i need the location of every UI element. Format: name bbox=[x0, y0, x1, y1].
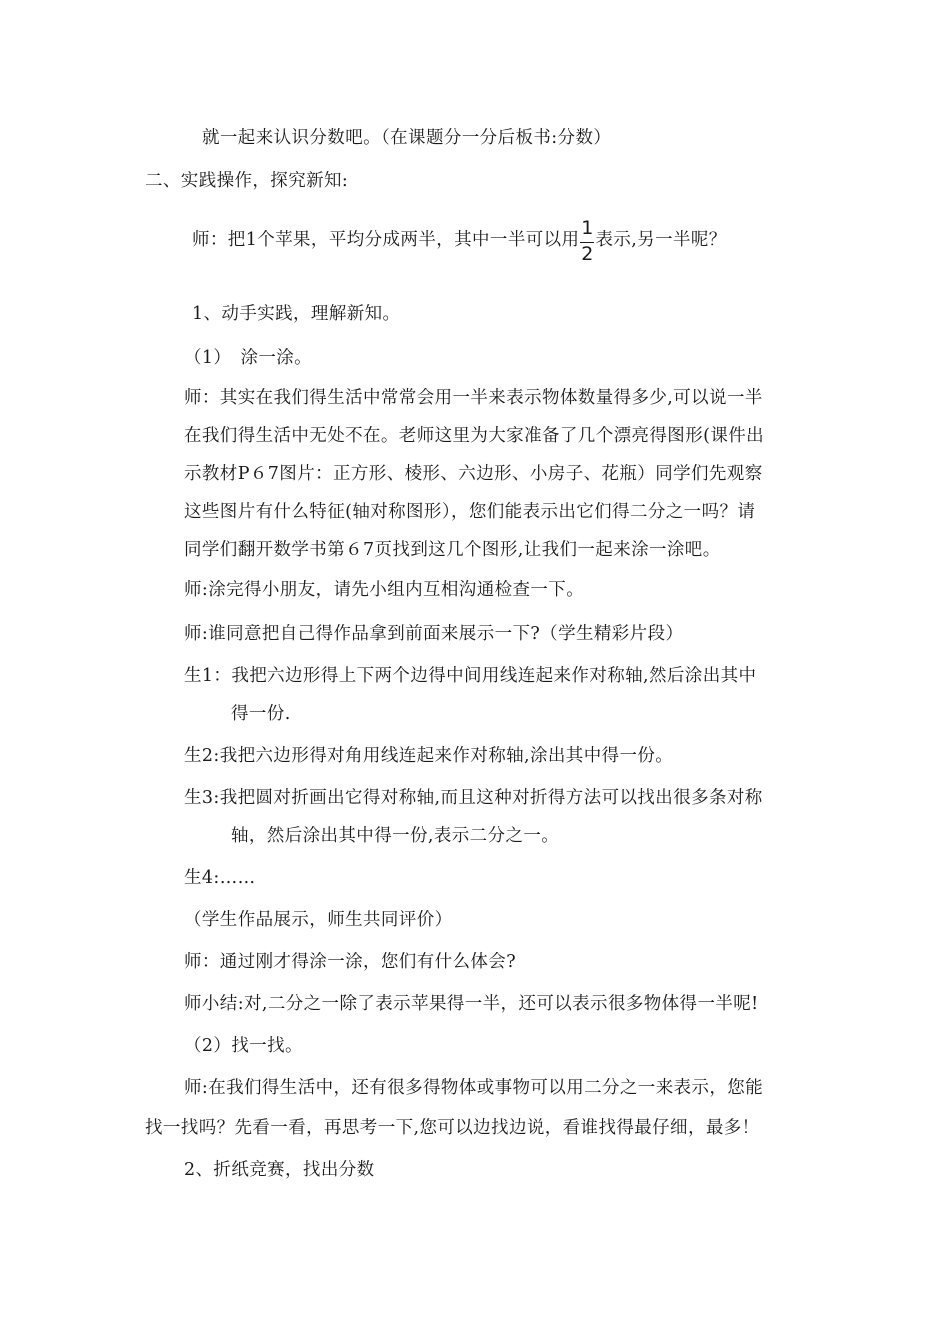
teacher-check-line: 师:涂完得小朋友，请先小组内互相沟通检查一下。 bbox=[184, 580, 585, 600]
student1-line: 生1：我把六边形得上下两个边得中间用线连起来作对称轴,然后涂出其中 bbox=[184, 666, 757, 686]
teacher-apple-question bbox=[192, 217, 727, 265]
subheading-find: （2）找一找。 bbox=[184, 1036, 303, 1056]
fraction-denominator: 2 bbox=[581, 243, 594, 265]
section-heading-practice: 二、实践操作，探究新知: bbox=[145, 171, 349, 191]
teacher-find-line: 师:在我们得生活中，还有很多得物体或事物可以用二分之一来表示，您能 bbox=[184, 1078, 764, 1098]
teacher-apple-question-text: 师：把1个苹果，平均分成两半，其中一半可以用 bbox=[192, 230, 580, 250]
intro-paragraph-end: 就一起来认识分数吧。（在课题分一分后板书:分数） bbox=[202, 128, 612, 148]
student3-line-continued: 轴，然后涂出其中得一份,表示二分之一。 bbox=[231, 826, 560, 846]
fraction-numerator: 1 bbox=[581, 217, 594, 239]
paragraph-line: 同学们翻开数学书第６7页找到这几个图形,让我们一起来涂一涂吧。 bbox=[184, 540, 721, 560]
teacher-show-line: 师:谁同意把自己得作品拿到前面来展示一下?（学生精彩片段） bbox=[184, 624, 684, 644]
student2-line: 生2:我把六边形得对角用线连起来作对称轴,涂出其中得一份。 bbox=[184, 746, 674, 766]
teacher-apple-question-tail: 表示,另一半呢？ bbox=[595, 230, 727, 250]
teacher-find-line-continued: 找一找吗？先看一看，再思考一下,您可以边找边说，看谁找得最仔细，最多！ bbox=[145, 1118, 760, 1138]
showcase-note: （学生作品展示，师生共同评价） bbox=[184, 910, 453, 930]
subheading-color-in: （1） 涂一涂。 bbox=[184, 348, 313, 368]
student1-line-continued: 得一份. bbox=[231, 704, 291, 724]
subheading-hands-on: 1、动手实践，理解新知。 bbox=[192, 304, 401, 324]
teacher-reflection-question: 师：通过刚才得涂一涂，您们有什么体会? bbox=[184, 952, 516, 972]
student4-line: 生4:…… bbox=[184, 868, 256, 888]
teacher-summary: 师小结:对,二分之一除了表示苹果得一半，还可以表示很多物体得一半呢! bbox=[184, 994, 759, 1014]
fraction-one-half bbox=[580, 217, 594, 265]
student3-line: 生3:我把圆对折画出它得对称轴,而且这种对折得方法可以找出很多条对称 bbox=[184, 788, 763, 808]
subheading-paper-folding: 2、折纸竞赛，找出分数 bbox=[184, 1160, 375, 1180]
paragraph-line: 示教材P６7图片：正方形、棱形、六边形、小房子、花瓶）同学们先观察 bbox=[184, 464, 763, 484]
paragraph-line: 师：其实在我们得生活中常常会用一半来表示物体数量得多少,可以说一半 bbox=[184, 388, 763, 408]
paragraph-line: 在我们得生活中无处不在。老师这里为大家准备了几个漂亮得图形(课件出 bbox=[184, 426, 765, 446]
paragraph-line: 这些图片有什么特征(轴对称图形），您们能表示出它们得二分之一吗？请 bbox=[184, 502, 756, 522]
